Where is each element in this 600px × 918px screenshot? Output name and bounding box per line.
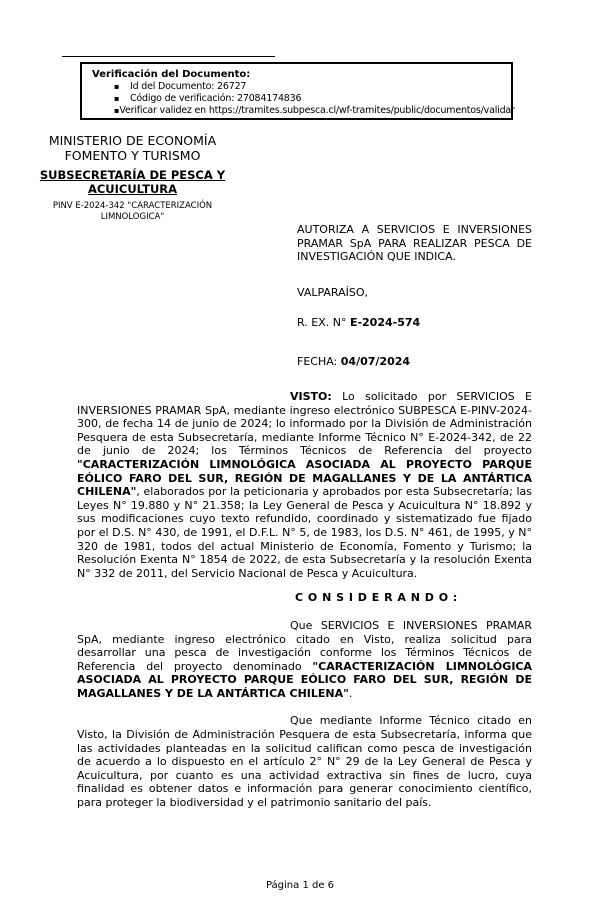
verification-item xyxy=(114,81,503,93)
bullet-icon: ▪ xyxy=(114,82,120,91)
date-label: FECHA: xyxy=(297,354,341,368)
considerando-1-project-title: "CARACTERIZACIÓN LIMNOLÓGICA ASOCIADA AL PROYECTO PARQUE EÓLICO FARO DEL SUR, REGIÓN DE MAGALLANES Y DE LA ANTÁRTICA CHILENA" xyxy=(77,659,532,700)
verification-box xyxy=(80,62,513,120)
verification-item xyxy=(114,105,515,117)
verification-url: Verificar validez en https://tramites.subpesca.cl/wf-tramites/public/documentos/validar xyxy=(119,105,515,116)
resolution-body xyxy=(77,390,532,810)
date-value: 04/07/2024 xyxy=(340,354,411,368)
letterhead xyxy=(25,134,240,222)
city-line: VALPARAÍSO, xyxy=(297,285,369,299)
page-footer: Página 1 de 6 xyxy=(265,880,335,891)
header-right-column xyxy=(297,223,532,369)
subsecretaria-line1: SUBSECRETARÍA DE PESCA Y xyxy=(39,168,226,182)
bullet-icon: ▪ xyxy=(114,106,120,115)
subsecretaria-line2: ACUICULTURA xyxy=(87,182,178,196)
ministry-line2: FOMENTO Y TURISMO xyxy=(64,147,201,163)
considerando-heading: C O N S I D E R A N D O : xyxy=(295,591,458,605)
verification-code: Código de verificación: 27084174836 xyxy=(130,93,302,104)
ministry-name xyxy=(25,134,240,163)
project-reference: PINV E-2024-342 "CARACTERIZACIÓN LIMNOLOGICA" xyxy=(52,201,213,222)
document-id: Id del Documento: 26727 xyxy=(130,81,247,92)
date-line xyxy=(297,355,532,369)
resolution-number: E-2024-574 xyxy=(349,316,421,330)
visto-project-title: "CARACTERIZACIÓN LIMNOLÓGICA ASOCIADA AL PROYECTO PARQUE EÓLICO FARO DEL SUR, REGIÓN DE MAGALLANES Y DE LA ANTÁRTICA CHILENA" xyxy=(77,457,532,499)
considerando-1-text-1: Que SERVICIOS E INVERSIONES PRAMAR SpA, mediante ingreso electrónico citado en Visto, realiza solicitud para desarrollar una pesca de investigación conforme los Términos Técnicos de Referencia del proyecto denominado xyxy=(77,618,532,673)
visto-text-1: Lo solicitado por SERVICIOS E INVERSIONES PRAMAR SpA, mediante ingreso electrónico SUBPESCA E-PINV-2024-300, de fecha 14 de junio de 2024; lo informado por la División de Administración Pesquera de esta Subsecretaría, mediante Informe Técnico N° E-2024-342, de 22 de junio de 2024; los Términos Técnicos de Referencia del proyecto xyxy=(77,390,532,458)
verification-item xyxy=(114,93,503,105)
considerando-paragraph-1 xyxy=(77,619,532,701)
visto-label: VISTO: xyxy=(290,390,332,403)
box-outer-line xyxy=(62,56,275,57)
visto-text-2: , elaborados por la peticionaria y aprobados por esta Subsecretaría; las Leyes N° 19.880 y N° 21.358; la Ley General de Pesca y Acuicultura N° 18.892 y sus modificaciones cuyo texto refundido, coordinado y sistematizado fue fijado por el D.S. N° 430, de 1991, el D.F.L. N° 5, de 1983, los D.S. N° 461, de 1995, y N° 320 de 1981, todos del actual Ministerio de Economía, Fomento y Turismo; la Resolución Exenta N° 1854 de 2022, de esta Subsecretaría y la resolución Exenta N° 332 de 2011, del Servicio Nacional de Pesca y Acuicultura. xyxy=(77,485,532,580)
resolution-label: R. EX. N° xyxy=(297,316,350,330)
considerando-paragraph-2: Que mediante Informe Técnico citado en Visto, la División de Administración Pesquera de esta Subsecretaría, informa que las actividades planteadas en la solicitud califican como pesca de investigación de acuerdo a lo dispuesto en el artículo 2° N° 29 de la Ley General de Pesca y Acuicultura, por cuanto es una actividad extractiva sin fines de lucro, cuya finalidad es obtener datos e información para generar conocimiento científico, para proteger la biodiversidad y el patrimonio sanitario del país. xyxy=(77,714,532,810)
resolution-number-line xyxy=(297,316,532,330)
subsecretaria-name xyxy=(25,168,240,196)
ministry-line1: MINISTERIO DE ECONOMÍA xyxy=(48,133,217,148)
bullet-icon: ▪ xyxy=(114,94,120,103)
verification-title: Verificación del Documento: xyxy=(92,69,251,80)
subject-title: AUTORIZA A SERVICIOS E INVERSIONES PRAMAR SpA PARA REALIZAR PESCA DE INVESTIGACIÓN QUE INDICA. xyxy=(297,223,532,264)
considerando-1-text-2: . xyxy=(348,686,353,700)
visto-paragraph xyxy=(77,390,532,580)
